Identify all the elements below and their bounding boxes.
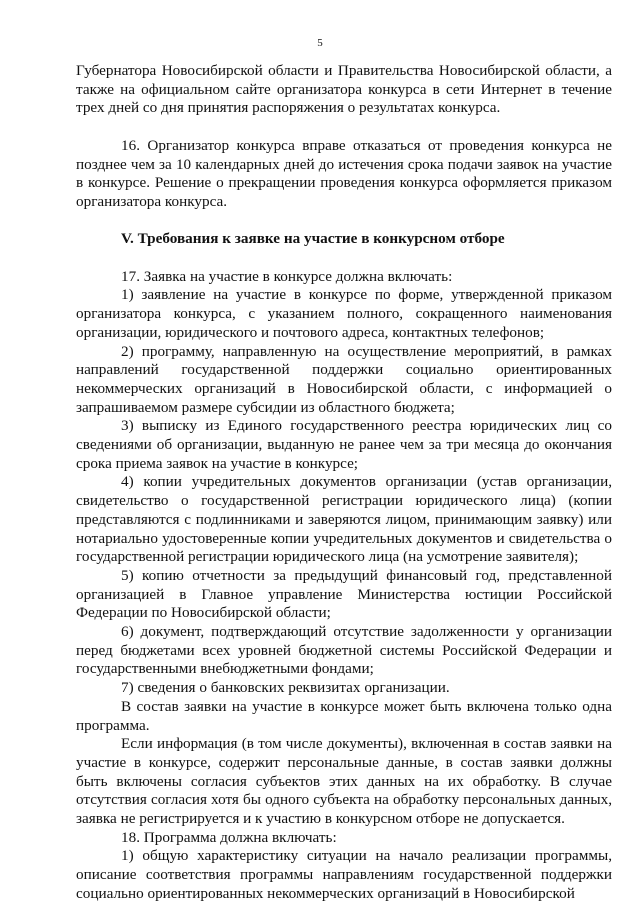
section-heading: V. Требования к заявке на участие в конкурсном отборе bbox=[121, 230, 505, 248]
paragraph-gap bbox=[76, 118, 612, 137]
list-item-17-4: 4) копии учредительных документов организации (устав организации, свидетельство о государственной регистрации юридического лица) (копии представляются с подлинниками и заверяются лицом, принимающим заявку) или нотариально удостоверенные копии учредительных документов и свидетельства о государственной регистрации юридического лица (на усмотрение заявителя); bbox=[76, 473, 612, 566]
paragraph-gap bbox=[76, 249, 612, 268]
list-item-17-1: 1) заявление на участие в конкурсе по форме, утвержденной приказом организатора конкурса, с указанием полного, сокращенного наименования организации, юридического и почтового адреса, контактных телефонов; bbox=[76, 286, 612, 341]
paragraph-18: 18. Программа должна включать: bbox=[121, 828, 337, 846]
paragraph-17: 17. Заявка на участие в конкурсе должна включать: bbox=[121, 267, 453, 285]
list-item-17-7: 7) сведения о банковских реквизитах организации. bbox=[121, 679, 450, 697]
paragraph-gap bbox=[76, 212, 612, 231]
paragraph-one-program: В состав заявки на участие в конкурсе может быть включена только одна программа. bbox=[76, 697, 612, 734]
list-item-17-3: 3) выписку из Единого государственного реестра юридических лиц со сведениями об организации, выданную не ранее чем за три месяца до окончания срока приема заявок на участие в конкурсе; bbox=[76, 417, 612, 472]
list-item-17-2: 2) программу, направленную на осуществление мероприятий, в рамках направлений государственной поддержки социально ориентированных некоммерческих организаций в Новосибирской области, с информацией о запрашиваемом размере субсидии из областного бюджета; bbox=[76, 342, 612, 416]
document-body bbox=[76, 62, 612, 904]
list-item-17-5: 5) копию отчетности за предыдущий финансовый год, представленной организацией в Главное управление Министерства юстиции Российской Федерации по Новосибирской области; bbox=[76, 566, 612, 622]
paragraph-personal-data: Если информация (в том числе документы), включенная в состав заявки на участие в конкурсе, содержит персональные данные, в состав заявки должны быть включены согласия субъектов этих данных на их обработку. В случае отсутствия согласия хотя бы одного субъекта на обработку персональных данных, заявка не регистрируется и к участию в конкурсном отборе не допускается. bbox=[76, 735, 612, 828]
list-item-18-1: 1) общую характеристику ситуации на начало реализации программы, описание соответствия программы направлениям государственной поддержки социально ориентированных некоммерческих организаций в Новосибирской bbox=[76, 847, 612, 902]
page-number: 5 bbox=[317, 37, 323, 49]
paragraph-16: 16. Организатор конкурса вправе отказаться от проведения конкурса не позднее чем за 10 календарных дней до истечения срока подачи заявок на участие в конкурсе. Решение о прекращении проведения конкурса оформляется приказом организатора конкурса. bbox=[76, 136, 612, 210]
paragraph-intro-continuation: Губернатора Новосибирской области и Правительства Новосибирской области, а также на официальном сайте организатора конкурса в сети Интернет в течение трех дней со дня принятия распоряжения о результатах конкурса. bbox=[76, 62, 612, 117]
list-item-17-6: 6) документ, подтверждающий отсутствие задолженности у организации перед бюджетами всех уровней бюджетной системы Российской Федерации и государственными внебюджетными фондами; bbox=[76, 623, 612, 678]
